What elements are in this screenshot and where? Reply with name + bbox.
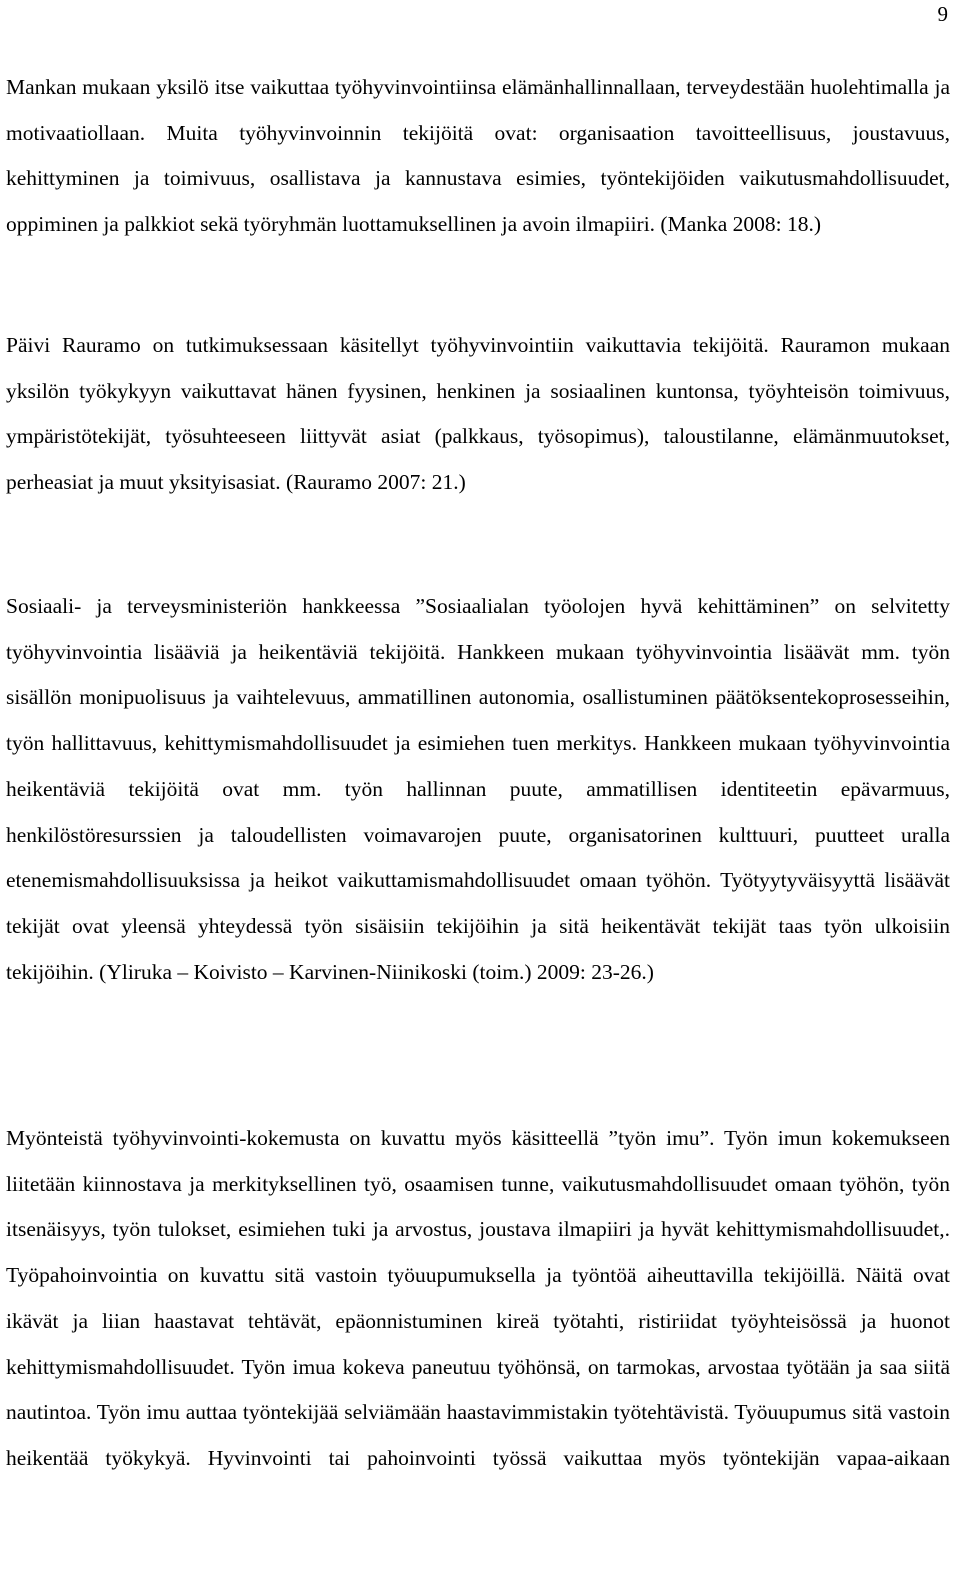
page-number: 9 bbox=[937, 2, 948, 26]
paragraph-work-engagement: Myönteistä työhyvinvointi-kokemusta on kuvattu myös käsitteellä ”työn imu”. Työn imun kokemukseen liitetään kiinnostava ja merkityksellinen työ, osaamisen tunne, vaikutusmahdollisuudet omaan työhön, työn itsenäisyys, työn tulokset, esimiehen tuki ja arvostus, joustava ilmapiiri ja hyvät kehittymismahdollisuudet,. Työpahoinvointia on kuvattu sitä vastoin työuupumuksella ja työntöä aiheuttavilla tekijöillä. Näitä ovat ikävät ja liian haastavat tehtävät, epäonnistuminen kireä työtahti, ristiriidat työyhteisössä ja huonot kehittymismahdollisuudet. Työn imua kokeva paneutuu työhönsä, on tarmokas, arvostaa työtään ja saa siitä nautintoa. Työn imu auttaa työntekijää selviämään haastavimmistakin työtehtävistä. Työuupumus sitä vastoin heikentää työkykyä. Hyvinvointi tai pahoinvointi työssä vaikuttaa myös työntekijän vapaa-aikaan bbox=[6, 1126, 950, 1470]
paragraph-wellbeing-factors: Mankan mukaan yksilö itse vaikuttaa työhyvinvointiinsa elämänhallinnallaan, terveydestään huolehtimalla ja motivaatiollaan. Muita työhyvinvoinnin tekijöitä ovat: organisaation tavoitteellisuus, joustavuus, kehittyminen ja toimivuus, osallistava ja kannustava esimies, työntekijöiden vaikutusmahdollisuudet, oppiminen ja palkkiot sekä työryhmän luottamuksellinen ja avoin ilmapiiri. (Manka 2008: 18.) bbox=[6, 75, 950, 237]
paragraph-rauramo: Päivi Rauramo on tutkimuksessaan käsitellyt työhyvinvointiin vaikuttavia tekijöitä. Rauramon mukaan yksilön työkykyyn vaikuttavat hänen fyysinen, henkinen ja sosiaalinen kuntonsa, työyhteisön toimivuus, ympäristötekijät, työsuhteeseen liittyvät asiat (palkkaus, työsopimus), taloustilanne, elämänmuutokset, perheasiat ja muut yksityisasiat. (Rauramo 2007: 21.) bbox=[6, 333, 950, 495]
paragraph-ministry-project: Sosiaali- ja terveysministeriön hankkeessa ”Sosiaalialan työolojen hyvä kehittäminen” on selvitetty työhyvinvointia lisääviä ja heikentäviä tekijöitä. Hankkeen mukaan työhyvinvointia lisäävät mm. työn sisällön monipuolisuus ja vaihtelevuus, ammatillinen autonomia, osallistuminen päätöksentekoprosesseihin, työn hallittavuus, kehittymismahdollisuudet ja esimiehen tuen merkitys. Hankkeen mukaan työhyvinvointia heikentäviä tekijöitä ovat mm. työn hallinnan puute, ammatillisen identiteetin epävarmuus, henkilöstöresurssien ja taloudellisten voimavarojen puute, organisatorinen kulttuuri, puutteet uralla etenemismahdollisuuksissa ja heikot vaikuttamismahdollisuudet omaan työhön. Työtyytyväisyyttä lisäävät tekijät ovat yleensä yhteydessä työn sisäisiin tekijöihin ja sitä heikentävät tekijät taas työn ulkoisiin tekijöihin. (Yliruka – Koivisto – Karvinen-Niinikoski (toim.) 2009: 23-26.) bbox=[6, 594, 950, 984]
